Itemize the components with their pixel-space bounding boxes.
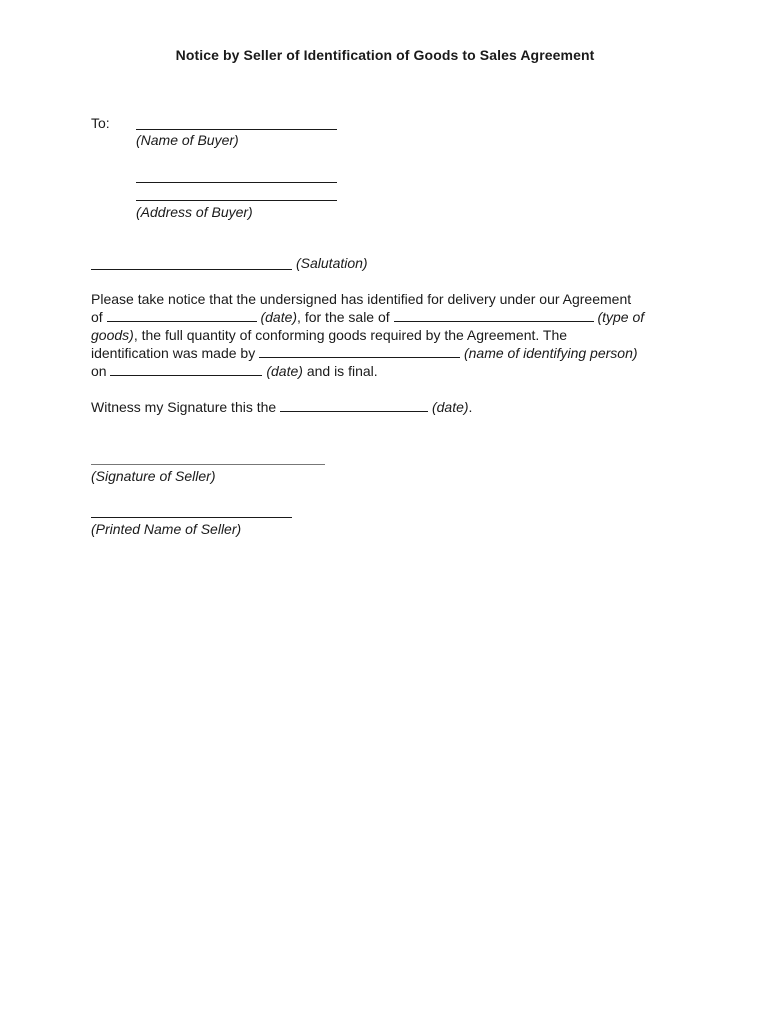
agreement-date-blank	[107, 308, 257, 322]
document-title: Notice by Seller of Identification of Goods to Sales Agreement	[175, 47, 595, 63]
paragraph-line-4: identification was made by (name of identifying person)	[91, 345, 638, 361]
paragraph-line-5: on (date) and is final.	[91, 363, 378, 379]
paragraph-line-3: goods), the full quantity of conforming goods required by the Agreement. The	[91, 327, 568, 343]
paragraph-line-2: of (date), for the sale of (type of	[91, 309, 645, 325]
signature-of-seller-label: (Signature of Seller)	[91, 468, 216, 484]
buyer-name-line	[136, 129, 337, 130]
printed-name-of-seller-label: (Printed Name of Seller)	[91, 521, 242, 537]
notice-paragraph	[91, 290, 691, 380]
goods-type-blank	[394, 308, 594, 322]
buyer-address-line-1	[136, 182, 337, 183]
seller-printed-name-line	[91, 517, 292, 518]
to-label: To:	[91, 115, 110, 131]
salutation-line	[91, 269, 292, 270]
name-of-buyer-label: (Name of Buyer)	[136, 132, 239, 148]
address-of-buyer-label: (Address of Buyer)	[136, 204, 253, 220]
buyer-address-line-2	[136, 200, 337, 201]
identifying-person-blank	[259, 344, 460, 358]
paragraph-line-1: Please take notice that the undersigned has identified for delivery under our Agreement	[91, 291, 632, 307]
witness-line: Witness my Signature this the (date).	[91, 399, 473, 415]
witness-date-blank	[280, 398, 428, 412]
seller-signature-line	[91, 464, 325, 465]
identification-date-blank	[110, 362, 262, 376]
salutation-label: (Salutation)	[296, 255, 368, 271]
